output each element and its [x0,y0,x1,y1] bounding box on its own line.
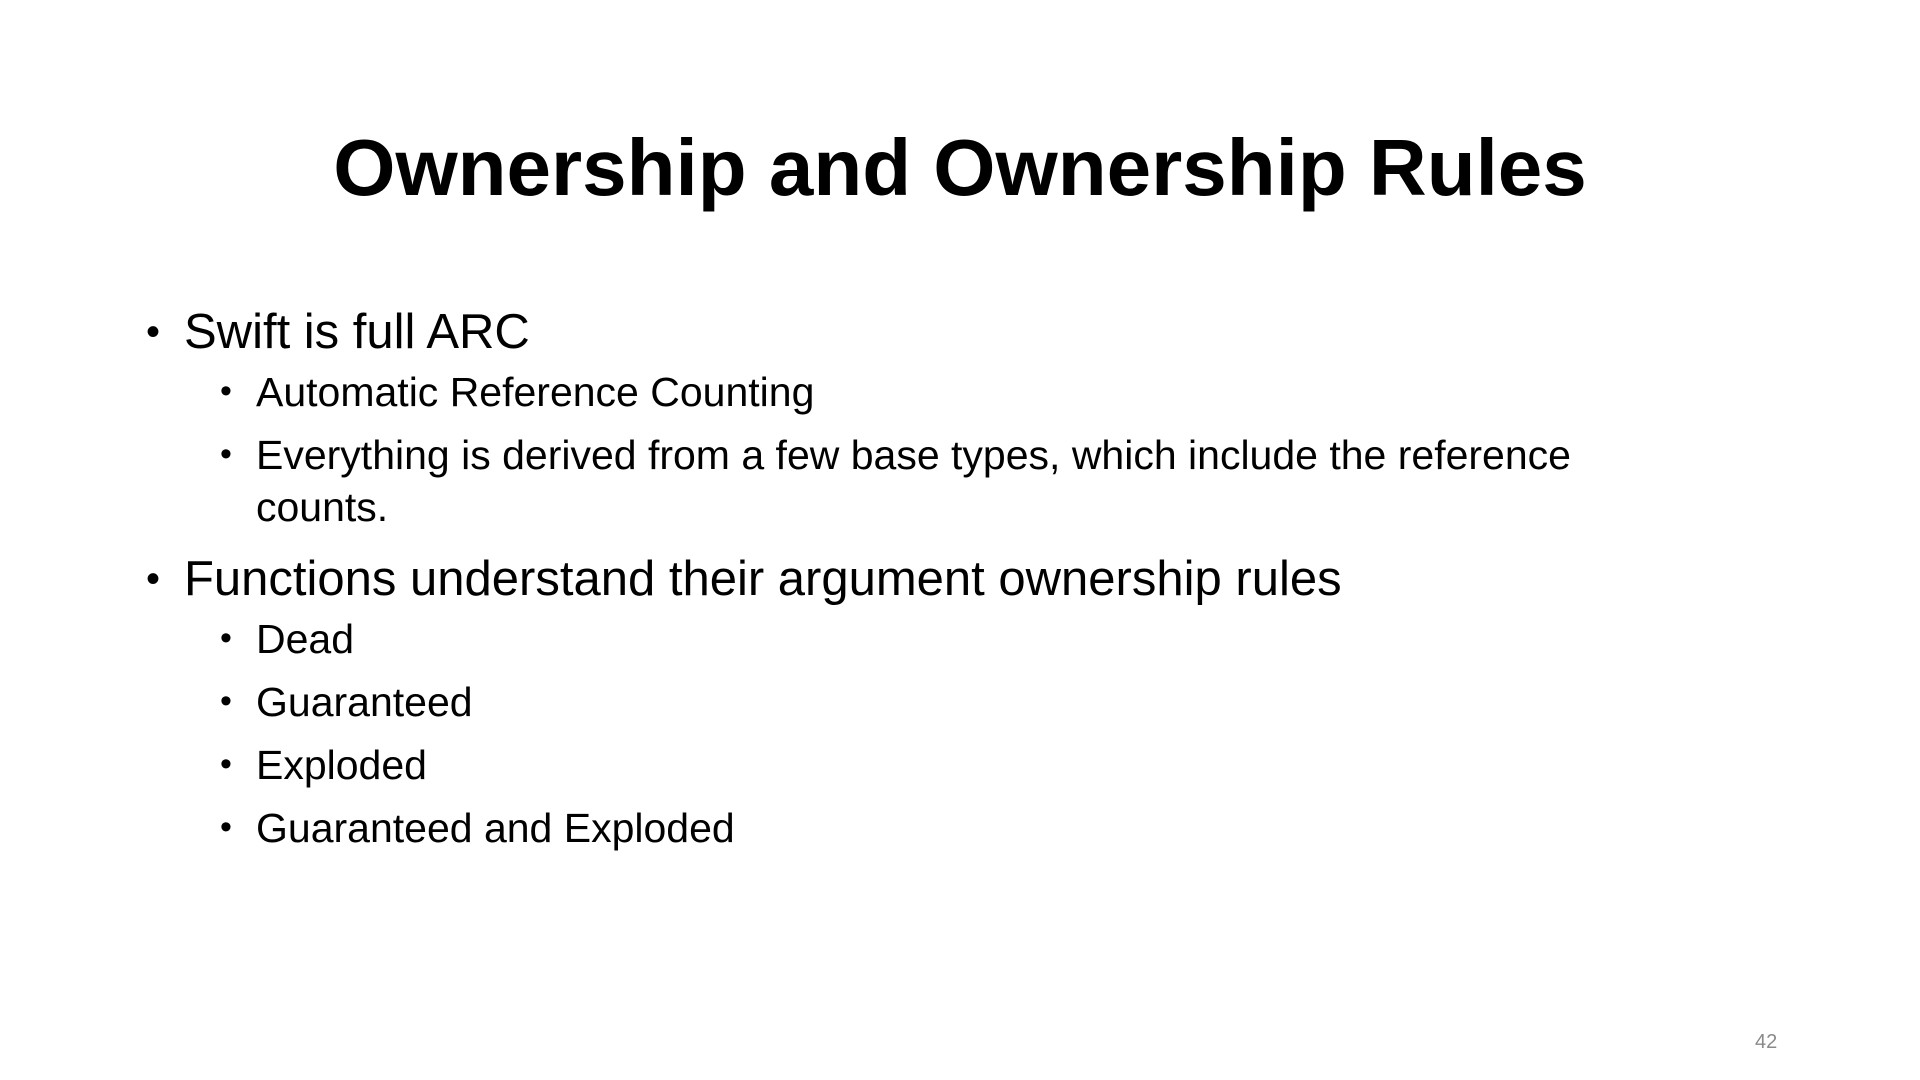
sub-bullet-item [220,676,1706,728]
sub-bullet-list [146,366,1706,533]
page-number: 42 [1755,1031,1778,1053]
slide-content [146,300,1706,865]
bullet-text: Swift is full ARC [184,305,530,359]
slide-title: Ownership and Ownership Rules [333,123,1587,212]
bullet-icon: • [146,557,161,601]
bullet-icon: • [220,372,232,410]
sub-bullet-item [220,802,1706,854]
sub-bullet-text: Exploded [256,742,427,788]
bullet-icon: • [220,745,232,783]
sub-bullet-text: Everything is derived from a few base types, which include the reference counts. [256,432,1571,530]
sub-bullet-text: Dead [256,616,355,662]
bullet-item [146,547,1706,611]
bullet-item [146,300,1706,364]
sub-bullet-item [220,739,1706,791]
bullet-icon: • [220,808,232,846]
bullet-icon: • [220,682,232,720]
bullet-icon: • [220,435,232,473]
sub-bullet-text: Automatic Reference Counting [256,369,815,415]
sub-bullet-text: Guaranteed [256,679,473,725]
sub-bullet-item [220,429,1706,533]
sub-bullet-item [220,366,1706,418]
sub-bullet-list [146,613,1706,854]
bullet-icon: • [220,619,232,657]
sub-bullet-item [220,613,1706,665]
bullet-text: Functions understand their argument ownership rules [184,552,1342,606]
sub-bullet-text: Guaranteed and Exploded [256,805,735,851]
bullet-icon: • [146,310,161,354]
